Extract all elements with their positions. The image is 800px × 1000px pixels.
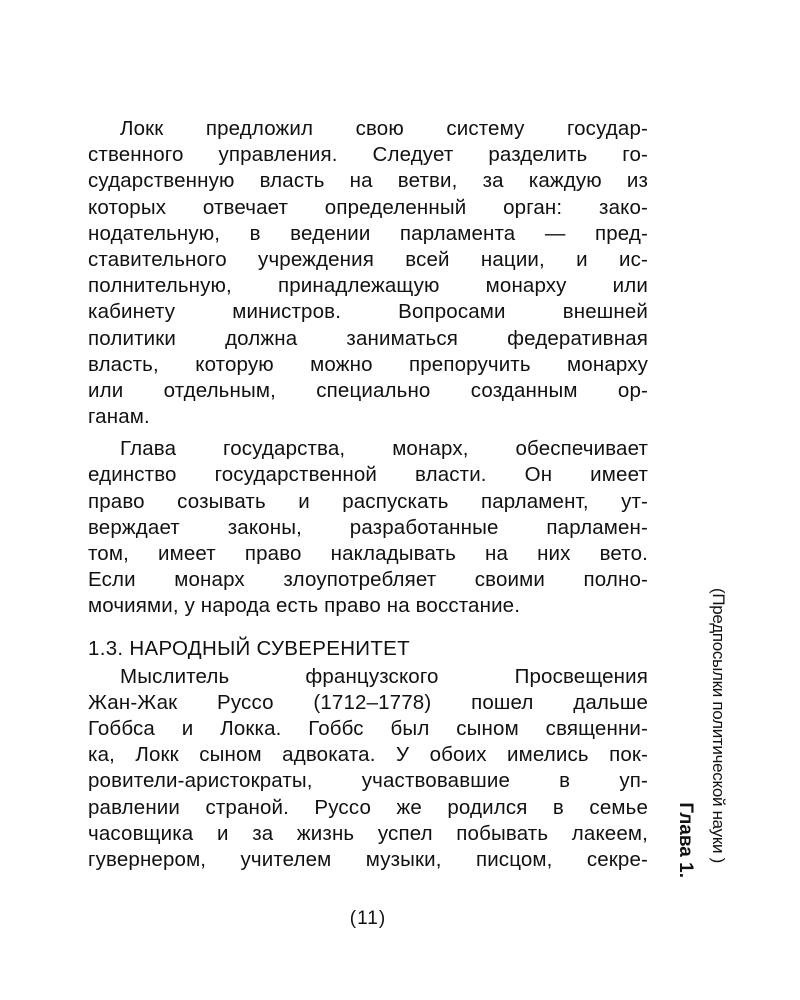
running-head-chapter: Глава 1.	[675, 802, 696, 878]
text-line: ка, Локк сыном адвоката. У обоих имелись пок-	[88, 743, 648, 767]
text-line: ганам.	[88, 405, 150, 429]
text-line: верждает законы, разработанные парламен-	[88, 515, 648, 539]
section-gap	[88, 620, 648, 634]
running-head-subtitle: (Предпосылки политической науки )	[709, 588, 728, 863]
text-line: политики должна заниматься федеративная	[88, 326, 648, 350]
text-line: ровители-аристократы, участвовавшие в уп-	[88, 769, 648, 793]
paragraph-1	[88, 116, 648, 430]
text-line: нодательную, в ведении парламента — пред-	[88, 221, 648, 245]
section-heading: 1.3. НАРОДНЫЙ СУВЕРЕНИТЕТ	[88, 636, 410, 660]
text-line: гувернером, учителем музыки, писцом, секре-	[88, 847, 648, 871]
running-head	[672, 588, 728, 878]
text-line: ставительного учреждения всей нации, и ис-	[88, 247, 648, 271]
text-line: Если монарх злоупотребляет своими полно-	[88, 568, 648, 592]
text-line: часовщика и за жизнь успел побывать лакеем,	[88, 821, 648, 845]
text-line: равлении страной. Руссо же родился в семье	[88, 795, 648, 819]
text-line: ственного управления. Следует разделить го-	[88, 143, 648, 167]
text-line: кабинету министров. Вопросами внешней	[88, 300, 648, 324]
text-line: Жан-Жак Руссо (1712–1778) пошел дальше	[88, 690, 648, 714]
text-line: Мыслитель французского Просвещения	[120, 664, 648, 688]
text-line: Гоббса и Локка. Гоббс был сыном священни-	[88, 716, 648, 740]
text-line: Локк предложил свою систему государ-	[120, 117, 648, 140]
paragraph-2	[88, 436, 648, 619]
text-line: власть, которую можно препоручить монарху	[88, 352, 648, 376]
paragraph-3	[88, 664, 648, 874]
text-line: или отдельным, специально созданным ор-	[88, 378, 648, 402]
text-line: полнительную, принадлежащую монарху или	[88, 274, 648, 298]
text-line: единство государственной власти. Он имеет	[88, 463, 648, 487]
page-body	[88, 116, 648, 873]
text-line: мочиями, у народа есть право на восстание.	[88, 594, 521, 618]
text-line: которых отвечает определенный орган: зако-	[88, 195, 648, 219]
text-line: Глава государства, монарх, обеспечивает	[120, 437, 648, 461]
text-line: право созывать и распускать парламент, ут-	[88, 489, 648, 513]
page-number: (11)	[349, 908, 387, 929]
text-line: том, имеет право накладывать на них вето.	[88, 542, 648, 565]
text-line: сударственную власть на ветви, за каждую из	[88, 169, 648, 193]
